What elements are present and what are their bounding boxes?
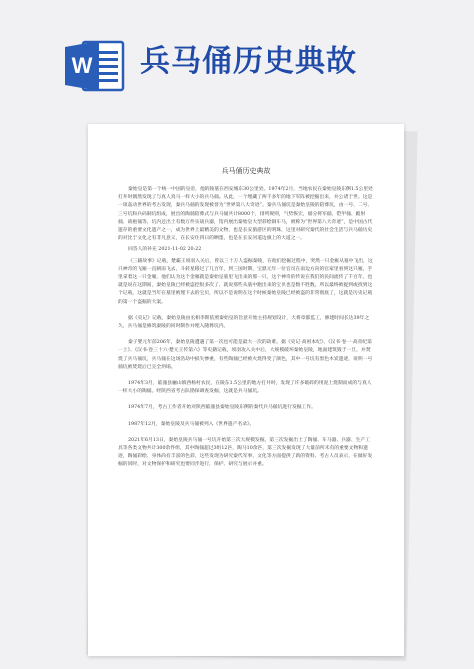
paragraph: 1974年7月，考古工作者开始对陕西临潼县秦始皇陵东侧的秦代兵马俑坑进行发掘工作。 bbox=[128, 405, 316, 411]
paragraph: 1987年12月，秦始皇陵及兵马俑被列入《世界遗产名录》。 bbox=[128, 421, 255, 427]
paragraph: 秦子婴元年前206年，秦始皇陵遭遇了第一次也可能是最大一次的劫难。据《史记·高祖本纪》、《汉书·卷一·高帝纪第一上》、《汉书·卷三十六·楚元王传第六》等史籍记载，项羽攻入关中后，大规模破坏秦始皇陵，地面建筑毁于一旦，并焚烧了兵马俑坑，兵马俑在这场浩劫中损失惨重，有些陶俑已经被火烧得变了颜色，其中一号坑有黑色木炭遗迹，说明一号俑坑被焚烧后已完全坍塌。 bbox=[118, 340, 373, 370]
header bbox=[0, 0, 474, 118]
paragraph: 秦始皇是第一个统一中国的皇帝，他的陵墓在西安城东30公里处。1974年2月，当地农民在秦始皇陵东侧1.5公里处打井时偶然发现了与真人真马一样大小的兵马俑。从此，一个埋藏了两千多年的地下军阵被挖掘出来，并公诸于世。这是一项轰动世界的考古发现，秦兵马俑的发现被誉为“世界第八大奇迹”。秦兵马俑坑是秦始皇陵的陪葬坑，由一号、二号、三号坑和兵码铜坑组成，展出的陶俑陪葬式与兵马俑共计8000个，排列规则，气势恢宏，俑分将军俑、铠甲俑、跪射俑、战袍俑等，坑内还出土有数万件实战兵器，馆内展出秦始皇大型彩绘铜车马，被称为“世界第八大奇迹”，是中国古代遗存的重要文化遗产之一，成为世界上最精美的文物，也是长安旅游区的明珠，这里对研究秦代的社会生活与兵马俑历史的对比于文化之有非凡意义，在长安住四日的晒墨，也是在长安河道边旗上的大道之一。 bbox=[118, 187, 373, 242]
word-document-icon bbox=[63, 38, 125, 94]
page-title: 兵马俑历史典故 bbox=[140, 44, 357, 79]
document-page bbox=[88, 124, 404, 656]
paragraph: 2021年6月13日，秦始皇陵兵马俑一号坑开始第三次大规模发掘，第三次发掘出土了陶俑、车马器、兵器、生产工具等各类文物共计300余件组，其中陶俑超过3组12匹，陶马10余匹，第三次发掘发现了大量前所未有的重要文物和遗迹，陶俑彩绘、身体尚有丰富的色彩，这些发现为研究秦代军事、文化等方面提供了新的资料。考古人员表示，在做好发掘的同时，对文物保护和研究也要同步进行，保护、研究与展示并重。 bbox=[118, 437, 373, 468]
svg-text:W: W bbox=[71, 53, 93, 78]
paragraph: 1974年3月，临潼县骊山镇西杨村农民，在陵东1.5公里的地方打井时，发现了许多破碎的用泥土烧制而成的与真人一样大小的陶俑。经陕西省考古队勘探调查发掘，这就是兵马俑坑。 bbox=[118, 381, 372, 395]
document-body bbox=[88, 186, 404, 470]
document-heading: 兵马俑历史典故 bbox=[221, 167, 271, 175]
paragraph: 《三辅故事》记载，楚霸王项羽入关后，曾以三十万人盗掘秦陵，在他们挖掘过程中，突然一只金雁从墓中飞出，这只神奇的飞雁一直朝南飞去，斗转星移过了几百年，到三国时期，宝鼎元年一位官员在南边方向的官家里看到这只雁，手里拿着这一只金雁，他们认为这个金雁就是秦始皇墓里飞出来的那一只，这个神奇的传说在我们的民间流传了千百年，也就是说在这期间，秦始皇陵已经被盗挖很多次了，就说那些从墓中跑出来的宝贝也是数不胜数。所以最终被捉到或找到这个记载，这就是当年在墓里被埋下去的宝贝，所以不是说明在这个时候秦始皇陵已经被盗的非常彻底了，这就是历史记载的第一个盗掘的大案。 bbox=[118, 258, 373, 305]
paragraph: 回答人的补充 2021-11-02 20:22 bbox=[128, 247, 202, 253]
paragraph: 据《史记》记载，秦始皇陵由丞相李斯依照秦始皇的旨意开始主持规划设计，大将章邯监工，修建时间长达39年之久，兵马俑是修筑秦陵的同时制作并埋入随葬坑内。 bbox=[118, 315, 370, 330]
